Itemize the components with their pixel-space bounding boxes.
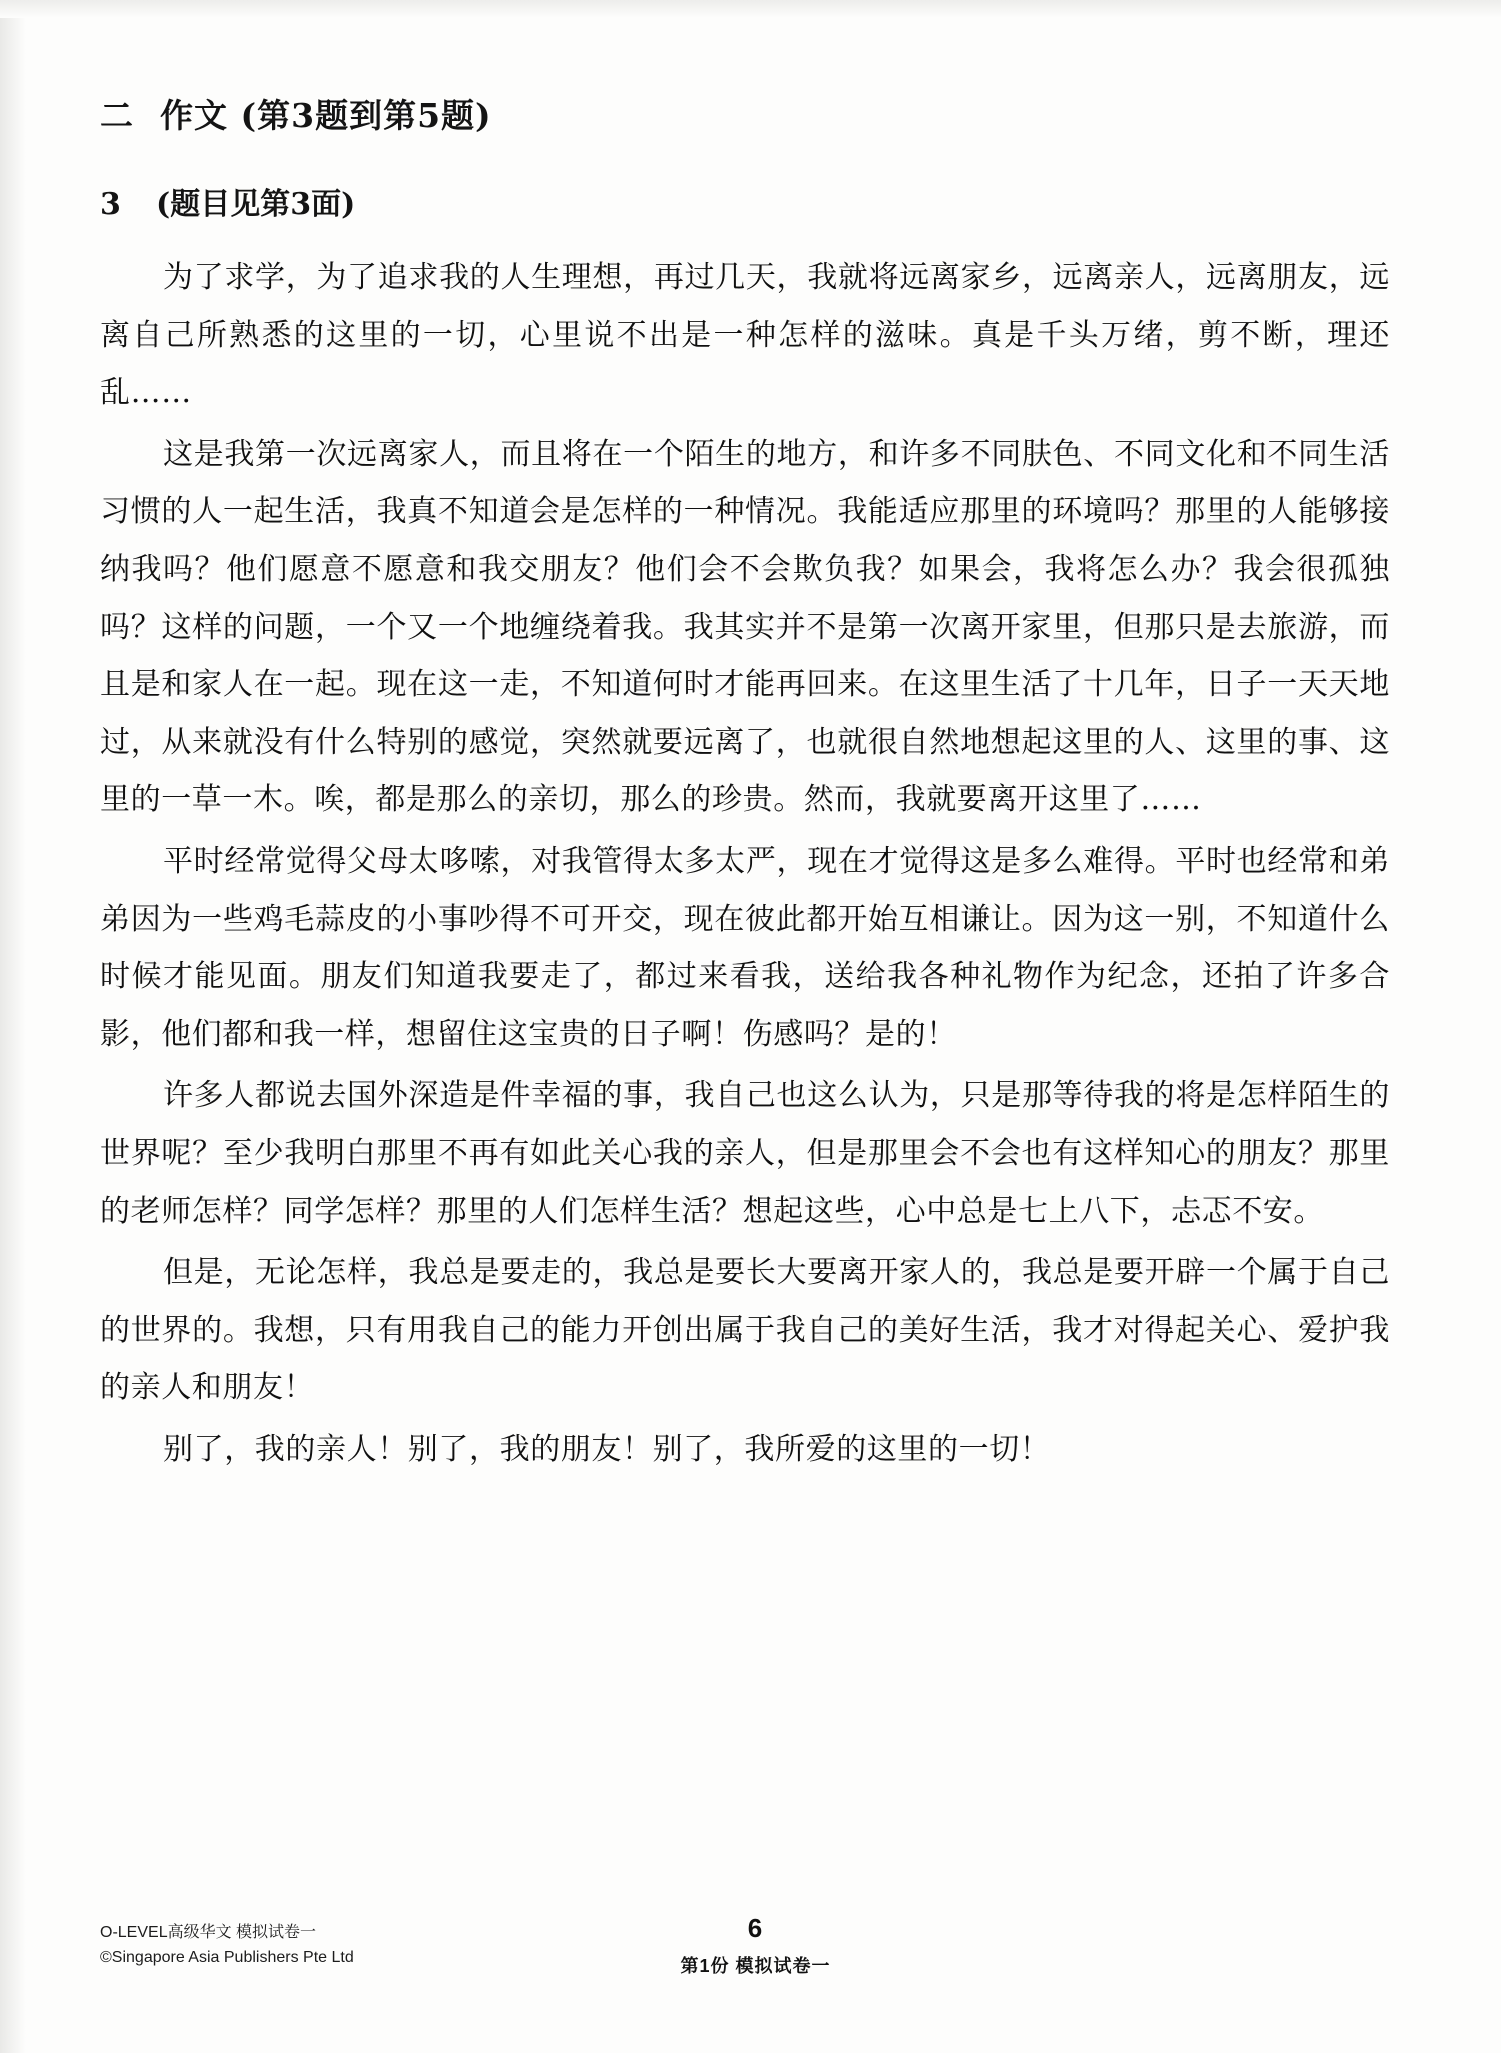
footer-title-line: O-LEVEL高级华文 模拟试卷一: [100, 1924, 317, 1941]
essay-paragraph: 平时经常觉得父母太哆嗦，对我管得太多太严，现在才觉得这是多么难得。平时也经常和弟弟因为一些鸡毛蒜皮的小事吵得不可开交，现在彼此都开始互相谦让。因为这一别，不知道什么时候才能见面。朋友们知道我要走了，都过来看我，送给我各种礼物作为纪念，还拍了许多合影，他们都和我一样，想留住这宝贵的日子啊！伤感吗？是的！: [100, 843, 1390, 1052]
question-heading: [100, 179, 1390, 223]
section-heading: [100, 90, 1390, 137]
scan-edge-left: [0, 0, 26, 2053]
question-number: 3: [100, 187, 121, 222]
section-title: 作文 (第3题到第5题): [160, 96, 492, 135]
footer-center: [100, 1913, 1411, 1978]
footer-paper-label: 第1份 模拟试卷一: [680, 1956, 831, 1976]
essay-paragraph: 但是，无论怎样，我总是要走的，我总是要长大要离开家人的，我总是要开辟一个属于自己的世界的。我想，只有用我自己的能力开创出属于我自己的美好生活，我才对得起关心、爱护我的亲人和朋友！: [100, 1255, 1390, 1406]
scan-edge-top: [0, 0, 1501, 18]
question-text: (题目见第3面): [156, 187, 356, 222]
page-number: 6: [747, 1913, 764, 1943]
essay-paragraph: 别了，我的亲人！别了，我的朋友！别了，我所爱的这里的一切！: [163, 1431, 1051, 1467]
section-number: 二: [100, 96, 134, 135]
essay-paragraph: 为了求学，为了追求我的人生理想，再过几天，我就将远离家乡，远离亲人，远离朋友，远离自己所熟悉的这里的一切，心里说不出是一种怎样的滋味。真是千头万绪，剪不断，理还乱……: [100, 260, 1390, 411]
page-content: [100, 90, 1390, 1482]
essay-paragraph: 许多人都说去国外深造是件幸福的事，我自己也这么认为，只是那等待我的将是怎样陌生的世界呢？至少我明白那里不再有如此关心我的亲人，但是那里会不会也有这样知心的朋友？那里的老师怎样？同学怎样？那里的人们怎样生活？想起这些，心中总是七上八下，忐忑不安。: [100, 1078, 1390, 1229]
page-footer: [100, 1913, 1411, 1991]
footer-publisher-line: ©Singapore Asia Publishers Pte Ltd: [100, 1948, 354, 1966]
essay-paragraph: 这是我第一次远离家人，而且将在一个陌生的地方，和许多不同肤色、不同文化和不同生活习惯的人一起生活，我真不知道会是怎样的一种情况。我能适应那里的环境吗？那里的人能够接纳我吗？他们愿意不愿意和我交朋友？他们会不会欺负我？如果会，我将怎么办？我会很孤独吗？这样的问题，一个又一个地缠绕着我。我其实并不是第一次离开家里，但那只是去旅游，而且是和家人在一起。现在这一走，不知道何时才能再回来。在这里生活了十几年，日子一天天地过，从来就没有什么特别的感觉，突然就要远离了，也就很自然地想起这里的人、这里的事、这里的一草一木。唉，都是那么的亲切，那么的珍贵。然而，我就要离开这里了……: [100, 436, 1390, 818]
essay-body: [100, 249, 1390, 1478]
